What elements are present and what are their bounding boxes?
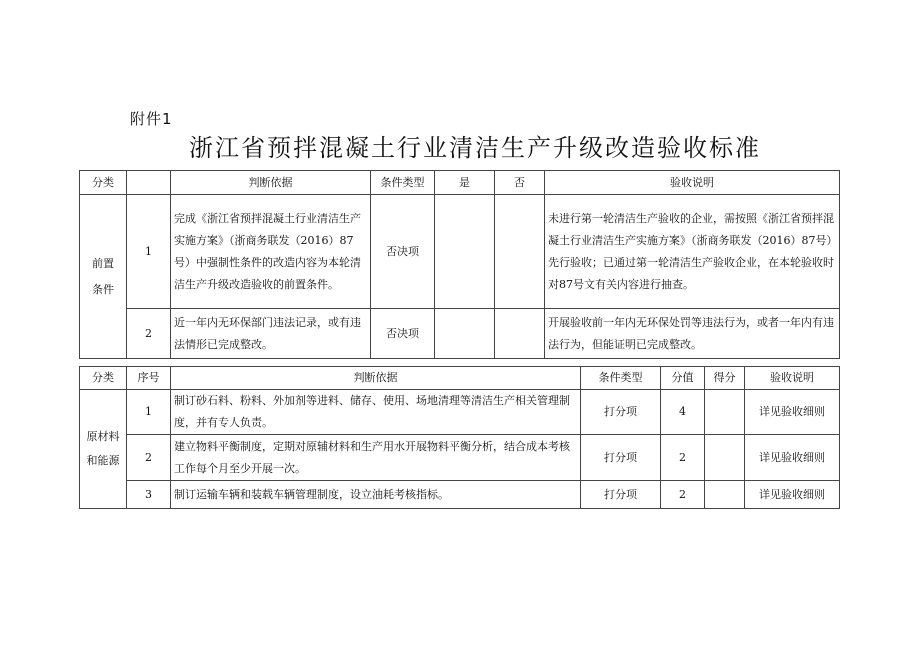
table-row bbox=[80, 309, 840, 359]
header-number bbox=[127, 171, 171, 195]
header-category: 分类 bbox=[80, 367, 127, 390]
category-label: 原材料和能源 bbox=[86, 430, 120, 467]
header-category: 分类 bbox=[80, 171, 127, 195]
row-basis: 建立物料平衡制度，定期对原辅材料和生产用水开展物料平衡分析，结合成本考核工作每个月至少开展一次。 bbox=[171, 435, 581, 481]
row-number: 1 bbox=[127, 195, 171, 309]
row-number: 1 bbox=[127, 390, 171, 435]
row-yes bbox=[435, 195, 495, 309]
row-acceptance-note: 详见验收细则 bbox=[745, 435, 840, 481]
row-number: 3 bbox=[127, 481, 171, 509]
row-score-obtained bbox=[705, 390, 745, 435]
row-yes bbox=[435, 309, 495, 359]
table2-header-row bbox=[80, 367, 840, 390]
row-score-value: 2 bbox=[661, 481, 705, 509]
header-basis: 判断依据 bbox=[171, 171, 371, 195]
table-row bbox=[80, 195, 840, 309]
header-serial-number: 序号 bbox=[127, 367, 171, 390]
category-cell bbox=[80, 390, 127, 509]
document-title: 浙江省预拌混凝土行业清洁生产升级改造验收标准 bbox=[189, 134, 761, 162]
row-condition-type: 打分项 bbox=[581, 481, 661, 509]
row-score-value: 4 bbox=[661, 390, 705, 435]
row-condition-type: 否决项 bbox=[371, 309, 435, 359]
header-score-value: 分值 bbox=[661, 367, 705, 390]
row-score-value: 2 bbox=[661, 435, 705, 481]
header-basis: 判断依据 bbox=[171, 367, 581, 390]
prerequisite-table bbox=[79, 170, 840, 359]
attachment-label: 附件1 bbox=[130, 110, 173, 128]
row-condition-type: 打分项 bbox=[581, 435, 661, 481]
header-condition-type: 条件类型 bbox=[581, 367, 661, 390]
header-acceptance-note: 验收说明 bbox=[745, 367, 840, 390]
row-acceptance-note: 未进行第一轮清洁生产验收的企业，需按照《浙江省预拌混凝土行业清洁生产实施方案》（浙商务联发（2016）87号）先行验收；已通过第一轮清洁生产验收企业，在本轮验收时对87号文有关内容进行抽查。 bbox=[545, 195, 840, 309]
row-no bbox=[495, 309, 545, 359]
row-basis: 制订运输车辆和装载车辆管理制度，设立油耗考核指标。 bbox=[171, 481, 581, 509]
header-no: 否 bbox=[495, 171, 545, 195]
row-basis: 近一年内无环保部门违法记录，或有违法情形已完成整改。 bbox=[171, 309, 371, 359]
row-number: 2 bbox=[127, 309, 171, 359]
raw-materials-table bbox=[79, 366, 840, 509]
row-acceptance-note: 详见验收细则 bbox=[745, 481, 840, 509]
row-number: 2 bbox=[127, 435, 171, 481]
row-acceptance-note: 开展验收前一年内无环保处罚等违法行为，或者一年内有违法行为，但能证明已完成整改。 bbox=[545, 309, 840, 359]
row-basis: 完成《浙江省预拌混凝土行业清洁生产实施方案》（浙商务联发（2016）87号）中强制性条件的改造内容为本轮清洁生产升级改造验收的前置条件。 bbox=[171, 195, 371, 309]
table-row bbox=[80, 481, 840, 509]
table-row bbox=[80, 435, 840, 481]
row-condition-type: 打分项 bbox=[581, 390, 661, 435]
header-acceptance-note: 验收说明 bbox=[545, 171, 840, 195]
row-acceptance-note: 详见验收细则 bbox=[745, 390, 840, 435]
row-score-obtained bbox=[705, 435, 745, 481]
header-yes: 是 bbox=[435, 171, 495, 195]
row-condition-type: 否决项 bbox=[371, 195, 435, 309]
row-no bbox=[495, 195, 545, 309]
row-score-obtained bbox=[705, 481, 745, 509]
category-cell bbox=[80, 195, 127, 359]
header-condition-type: 条件类型 bbox=[371, 171, 435, 195]
header-score-obtained: 得分 bbox=[705, 367, 745, 390]
table-row bbox=[80, 390, 840, 435]
table1-header-row bbox=[80, 171, 840, 195]
row-basis: 制订砂石料、粉料、外加剂等进料、储存、使用、场地清理等清洁生产相关管理制度，并有专人负责。 bbox=[171, 390, 581, 435]
category-label: 前置条件 bbox=[92, 256, 114, 296]
